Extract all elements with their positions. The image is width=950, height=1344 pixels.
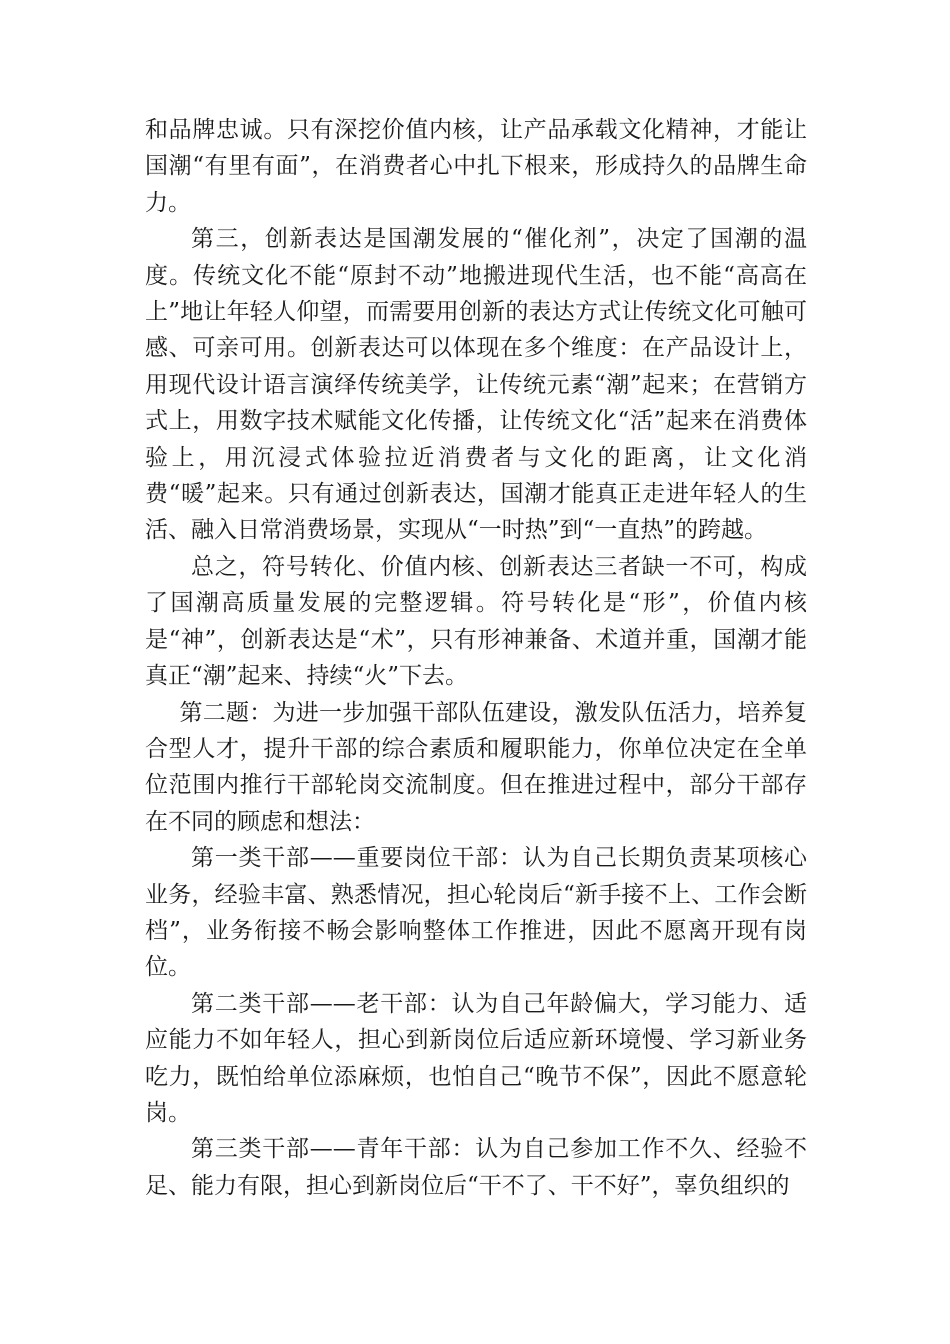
paragraph-question-two: 第二题：为进一步加强干部队伍建设，激发队伍活力，培养复合型人才，提升干部的综合素质和履职能力，你单位决定在全单位范围内推行干部轮岗交流制度。但在推进过程中，部分干部存在不同的顾虑和想法：	[145, 699, 807, 835]
paragraph-cadre-type-one: 第一类干部——重要岗位干部：认为自己长期负责某项核心业务，经验丰富、熟悉情况，担心轮岗后“新手接不上、工作会断档”，业务衔接不畅会影响整体工作推进，因此不愿离开现有岗位。	[145, 845, 807, 981]
paragraph-cadre-type-two: 第二类干部——老干部：认为自己年龄偏大，学习能力、适应能力不如年轻人，担心到新岗位后适应新环境慢、学习新业务吃力，既怕给单位添麻烦，也怕自己“晚节不保”，因此不愿意轮岗。	[145, 990, 807, 1126]
paragraph-cadre-type-three: 第三类干部——青年干部：认为自己参加工作不久、经验不足、能力有限，担心到新岗位后“干不了、干不好”，辜负组织的	[145, 1136, 807, 1199]
paragraph-continuation: 和品牌忠诚。只有深挖价值内核，让产品承载文化精神，才能让国潮“有里有面”，在消费者心中扎下根来，形成持久的品牌生命力。	[145, 117, 807, 216]
document-body	[145, 112, 807, 1204]
paragraph-summary: 总之，符号转化、价值内核、创新表达三者缺一不可，构成了国潮高质量发展的完整逻辑。符号转化是“形”，价值内核是“神”，创新表达是“术”，只有形神兼备、术道并重，国潮才能真正“潮”起来、持续“火”下去。	[145, 553, 807, 690]
paragraph-third-point: 第三，创新表达是国潮发展的“催化剂”，决定了国潮的温度。传统文化不能“原封不动”地搬进现代生活，也不能“高高在上”地让年轻人仰望，而需要用创新的表达方式让传统文化可触可感、可亲可用。创新表达可以体现在多个维度：在产品设计上，用现代设计语言演绎传统美学，让传统元素“潮”起来；在营销方式上，用数字技术赋能文化传播，让传统文化“活”起来在消费体验上，用沉浸式体验拉近消费者与文化的距离，让文化消费“暖”起来。只有通过创新表达，国潮才能真正走进年轻人的生活、融入日常消费场景，实现从“一时热”到“一直热”的跨越。	[145, 226, 807, 544]
